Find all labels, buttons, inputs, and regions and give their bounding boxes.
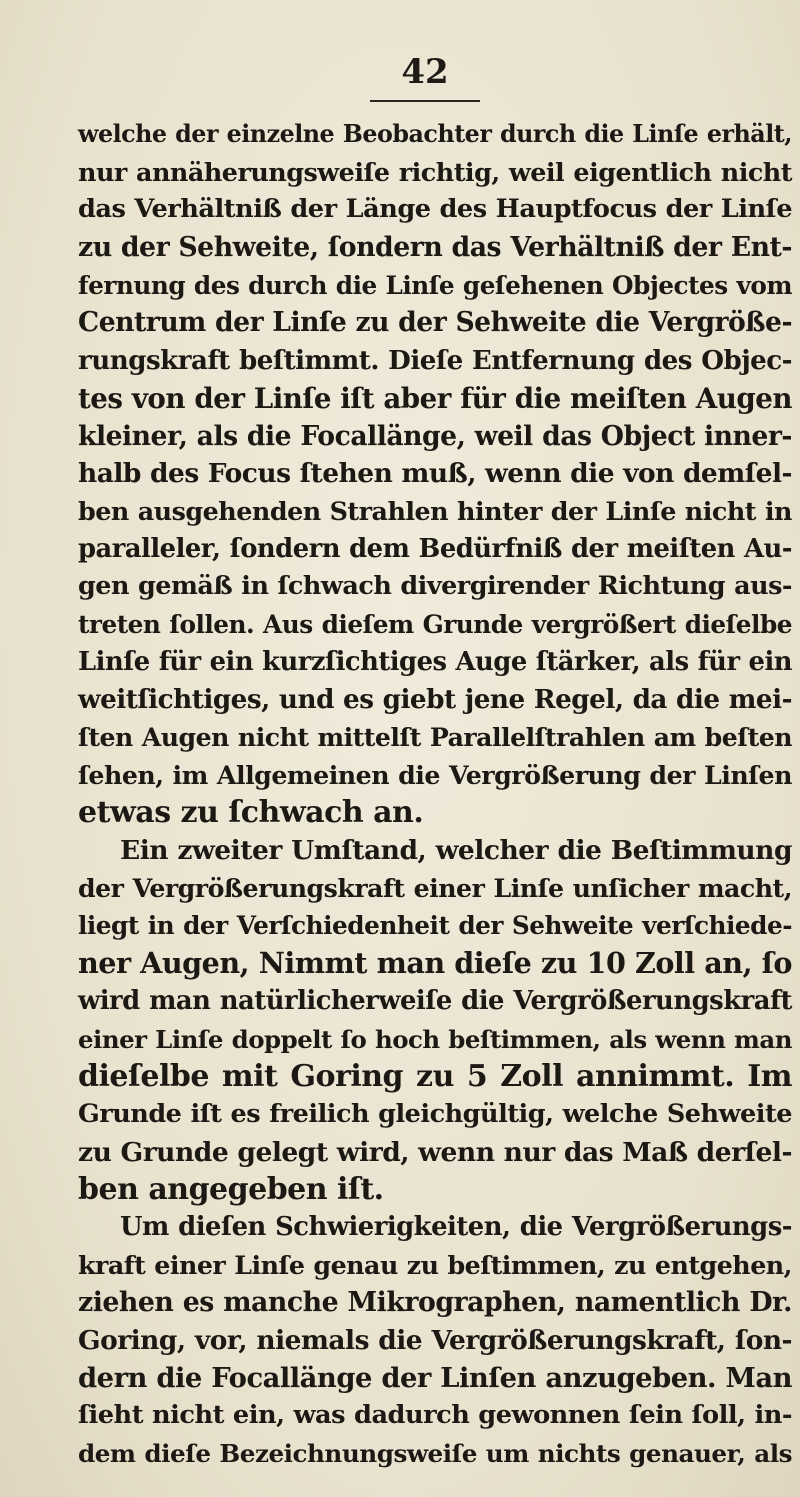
text-line: weitſichtiges, und es giebt jene Regel, da die mei- [78, 684, 792, 716]
text-line: dieſelbe mit Goring zu 5 Zoll annimmt. Im [78, 1059, 792, 1095]
text-line: wird man natürlicherweiſe die Vergrößerungskraft [78, 985, 792, 1016]
text-line: ſieht nicht ein, was dadurch gewonnen ſein ſoll, in- [78, 1400, 792, 1431]
text-line: paralleler, ſondern dem Bedürfniß der meiſten Au- [78, 533, 792, 564]
text-line: Grunde iſt es freilich gleichgültig, welche Sehweite [78, 1098, 792, 1129]
text-line: liegt in der Verſchiedenheit der Sehweite verſchiede- [78, 911, 792, 941]
paragraph-start-line: Ein zweiter Umſtand, welcher die Beſtimmung [120, 835, 792, 867]
text-line: ziehen es manche Mikrographen, namentlich Dr. [78, 1287, 792, 1319]
text-line: tes von der Linſe iſt aber für die meiſten Augen [78, 381, 792, 415]
text-line: ner Augen, Nimmt man dieſe zu 10 Zoll an, ſo [78, 946, 792, 981]
text-line: das Verhältniß der Länge des Hauptfocus der Linſe [78, 194, 792, 225]
text-line: treten ſollen. Aus dieſem Grunde vergrößert dieſelbe [78, 609, 792, 639]
text-line: der Vergrößerungskraft einer Linſe unſicher macht, [78, 872, 792, 903]
text-line: ſehen, im Allgemeinen die Vergrößerung der Linſen [78, 759, 792, 790]
text-line: einer Linſe doppelt ſo hoch beſtimmen, als wenn man [78, 1024, 792, 1054]
text-line: Linſe für ein kurzſichtiges Auge ſtärker, als für ein [78, 646, 792, 677]
text-line: zu Grunde gelegt wird, wenn nur das Maß derſel- [78, 1136, 792, 1168]
text-line: fernung des durch die Linſe geſehenen Objectes vom [78, 270, 792, 300]
paragraph-end-line: ben angegeben iſt. [78, 1172, 384, 1208]
text-line: dem dieſe Bezeichnungsweiſe um nichts genauer, als [78, 1439, 792, 1469]
paragraph-end-line: etwas zu ſchwach an. [78, 795, 424, 831]
text-line: ſten Augen nicht mittelſt Parallelſtrahlen am beſten [78, 722, 792, 752]
text-line: welche der einzelne Beobachter durch die Linſe erhält, [78, 120, 792, 148]
text-line: nur annäherungsweiſe richtig, weil eigentlich nicht [78, 156, 792, 187]
paragraph-start-line: Um dieſen Schwierigkeiten, die Vergrößerungs- [120, 1211, 792, 1242]
text-line: kraft einer Linſe genau zu beſtimmen, zu entgehen, [78, 1249, 792, 1280]
text-line: zu der Sehweite, ſondern das Verhältniß der Ent- [78, 232, 792, 264]
page-number: 42 [401, 52, 449, 92]
text-line: dern die Focallänge der Linſen anzugeben. Man [78, 1361, 792, 1394]
text-line: rungskraft beſtimmt. Dieſe Entfernung des Objec- [78, 345, 792, 377]
text-line: halb des Focus ſtehen muß, wenn die von demſel- [78, 458, 792, 490]
text-line: Centrum der Linſe zu der Sehweite die Vergröße- [78, 307, 792, 339]
text-line: kleiner, als die Focallänge, weil das Object inner- [78, 420, 792, 452]
page-number-rule [370, 100, 480, 102]
body-text [78, 116, 792, 1473]
text-line: Goring, vor, niemals die Vergrößerungskraft, ſon- [78, 1325, 792, 1356]
text-line: ben ausgehenden Strahlen hinter der Linſe nicht in [78, 495, 792, 526]
text-line: gen gemäß in ſchwach divergirender Richtung aus- [78, 571, 792, 602]
